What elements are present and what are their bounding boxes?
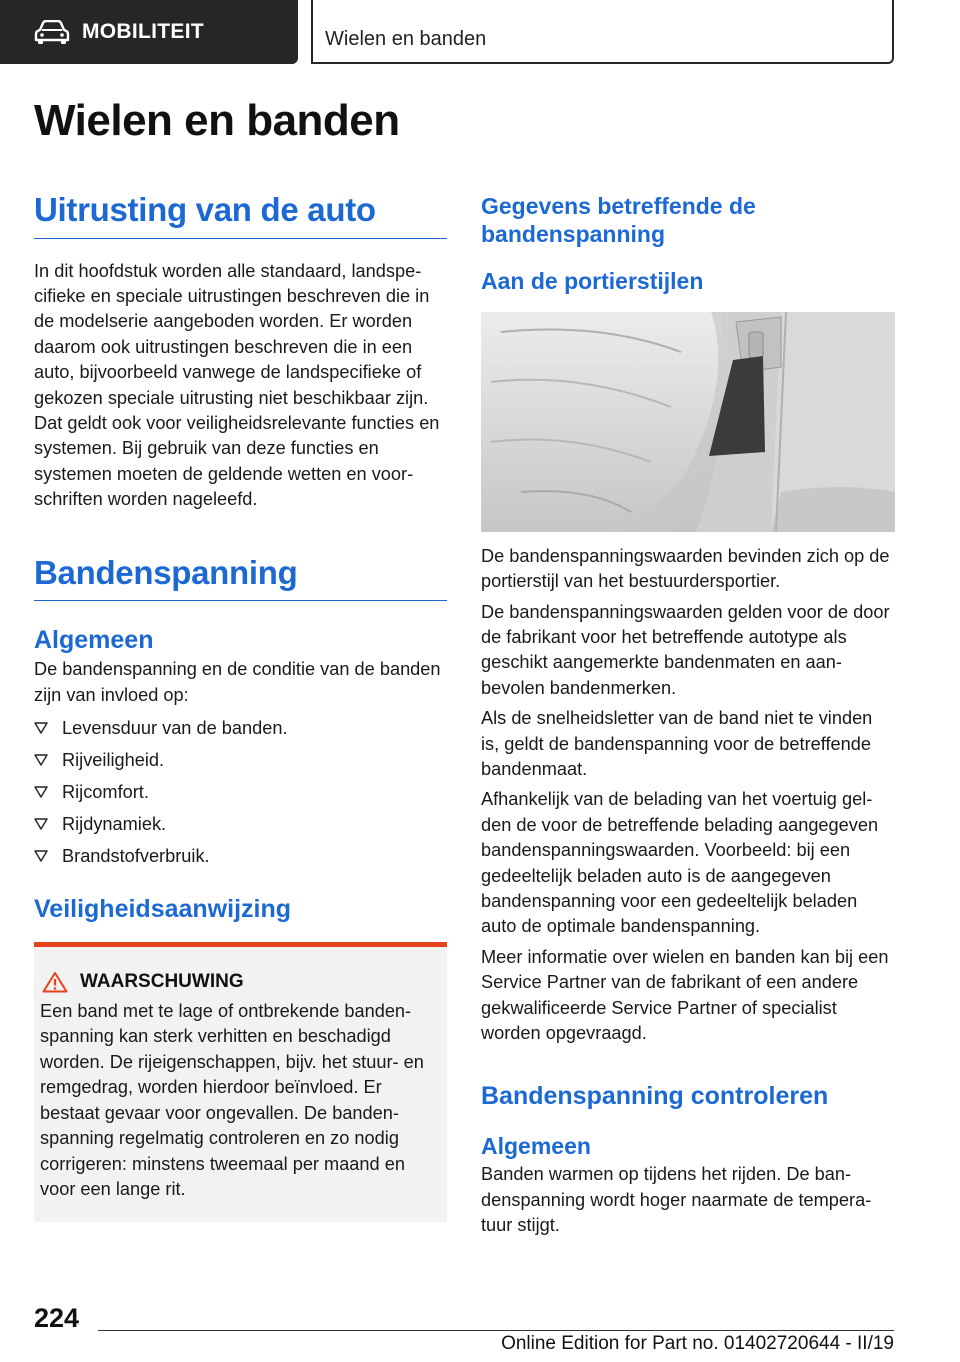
warning-box [34, 942, 447, 1222]
controleren-body: Banden warmen op tijdens het rijden. De bandenspanning wordt hoger naarmate de temperatuur stijgt. [481, 1164, 872, 1235]
triangle-bullet-icon [34, 786, 48, 798]
algemeen-body: De bandenspanning en de conditie van de banden zijn van invloed op: [34, 659, 441, 705]
gegevens-paragraph: De bandenspanningswaarden gelden voor de door de fabrikant voor het betreffende autotype als geschikt aangemerkte bandenmaten en aanbevolen bandenmerken. [481, 601, 890, 698]
list-item-text: Rijveiligheid. [62, 749, 165, 770]
heading-algemeen-controleren: Algemeen [481, 1132, 591, 1159]
bullet-list [34, 712, 447, 872]
warning-header [40, 971, 441, 993]
triangle-bullet-icon [34, 754, 48, 766]
list-item [34, 744, 447, 776]
section-controleren [481, 1081, 895, 1239]
triangle-bullet-icon [34, 850, 48, 862]
gegevens-paragraph: Afhankelijk van de belading van het voertuig gelden de voor de betreffende belading aangegeven bandenspanningswaarden. Voorbeeld: bij een gedeeltelijk beladen auto is de aangegeven bandenspanning voor een gedeeltelijk beladen auto de optimale bandenspanning. [481, 789, 879, 937]
heading-portierstijlen: Aan de portierstijlen [481, 268, 704, 295]
section-veiligheid [34, 894, 447, 1222]
list-item-text: Rijcomfort. [62, 781, 149, 802]
list-item-text: Levensduur van de banden. [62, 717, 288, 738]
gegevens-paragraph: Als de snelheidsletter van de band niet te vinden is, geldt de bandenspanning voor de betreffende bandenmaat. [481, 708, 873, 780]
heading-gegevens: Gegevens betreffende de bandenspanning [481, 193, 756, 247]
page-title: Wielen en banden [34, 96, 400, 145]
list-item [34, 840, 447, 872]
warning-body: Een band met te lage of ontbrekende bandenspanning kan sterk verhitten en beschadigd worden. De rijeigenschappen, bijv. het stuur- en remgedrag, worden hierdoor beïnvloed. Er bestaat gevaar voor ongevallen. De bandenspanning regelmatig controleren en zo nodig corrigeren: minstens tweemaal per maand en voor een lange rit. [40, 1001, 424, 1199]
section-label: MOBILITEIT [82, 20, 204, 43]
list-item [34, 808, 447, 840]
heading-uitrusting: Uitrusting van de auto [34, 191, 376, 228]
page-header [0, 0, 960, 66]
footer-divider [98, 1330, 894, 1331]
breadcrumb-label[interactable]: Wielen en banden [325, 28, 487, 50]
section-gegevens [481, 193, 895, 1047]
page-number: 224 [34, 1303, 80, 1333]
left-column [34, 190, 447, 1222]
triangle-bullet-icon [34, 818, 48, 830]
breadcrumb [311, 0, 894, 64]
gegevens-paragraph: Meer informatie over wielen en banden kan bij een Service Partner van de fabrikant of een andere gekwalificeerde Service Partner of specialist worden opgevraagd. [481, 946, 889, 1044]
warning-title: WAARSCHUWING [80, 971, 244, 993]
section-tab[interactable] [0, 0, 298, 64]
warning-triangle-icon [42, 971, 68, 993]
heading-veiligheid: Veiligheidsaanwijzing [34, 895, 292, 924]
section-uitrusting [34, 190, 447, 513]
list-item [34, 712, 447, 744]
list-item [34, 776, 447, 808]
door-pillar-photo [481, 312, 895, 532]
footer-edition: Online Edition for Part no. 01402720644 - II/19 [501, 1333, 894, 1354]
heading-algemeen: Algemeen [34, 626, 154, 655]
list-item-text: Rijdynamiek. [62, 813, 167, 834]
heading-rule [34, 600, 447, 601]
list-item-text: Brandstofverbruik. [62, 845, 210, 866]
heading-bandenspanning: Bandenspanning [34, 553, 298, 591]
heading-rule [34, 238, 447, 239]
triangle-bullet-icon [34, 722, 48, 734]
gegevens-paragraph: De bandenspanningswaarden bevinden zich op de portierstijl van het bestuurdersportier. [481, 545, 890, 592]
uitrusting-body: In dit hoofdstuk worden alle standaard, landspecifieke en speciale uitrustingen beschreven die in de modelserie aangeboden worden. Er worden daarom ook uitrustingen beschreven die in een auto, bijvoorbeeld vanwege de landspecifieke of gekozen speciale uitrusting niet beschikbaar zijn. Dat geldt ook voor veiligheidsrelevante functies en systemen. Bij gebruik van deze functies en systemen moeten de geldende wetten en voorschriften worden nageleefd. [34, 260, 440, 510]
section-bandenspanning [34, 553, 447, 872]
car-icon [34, 20, 70, 44]
heading-controleren: Bandenspanning controleren [481, 1081, 829, 1110]
right-column [481, 190, 895, 1238]
